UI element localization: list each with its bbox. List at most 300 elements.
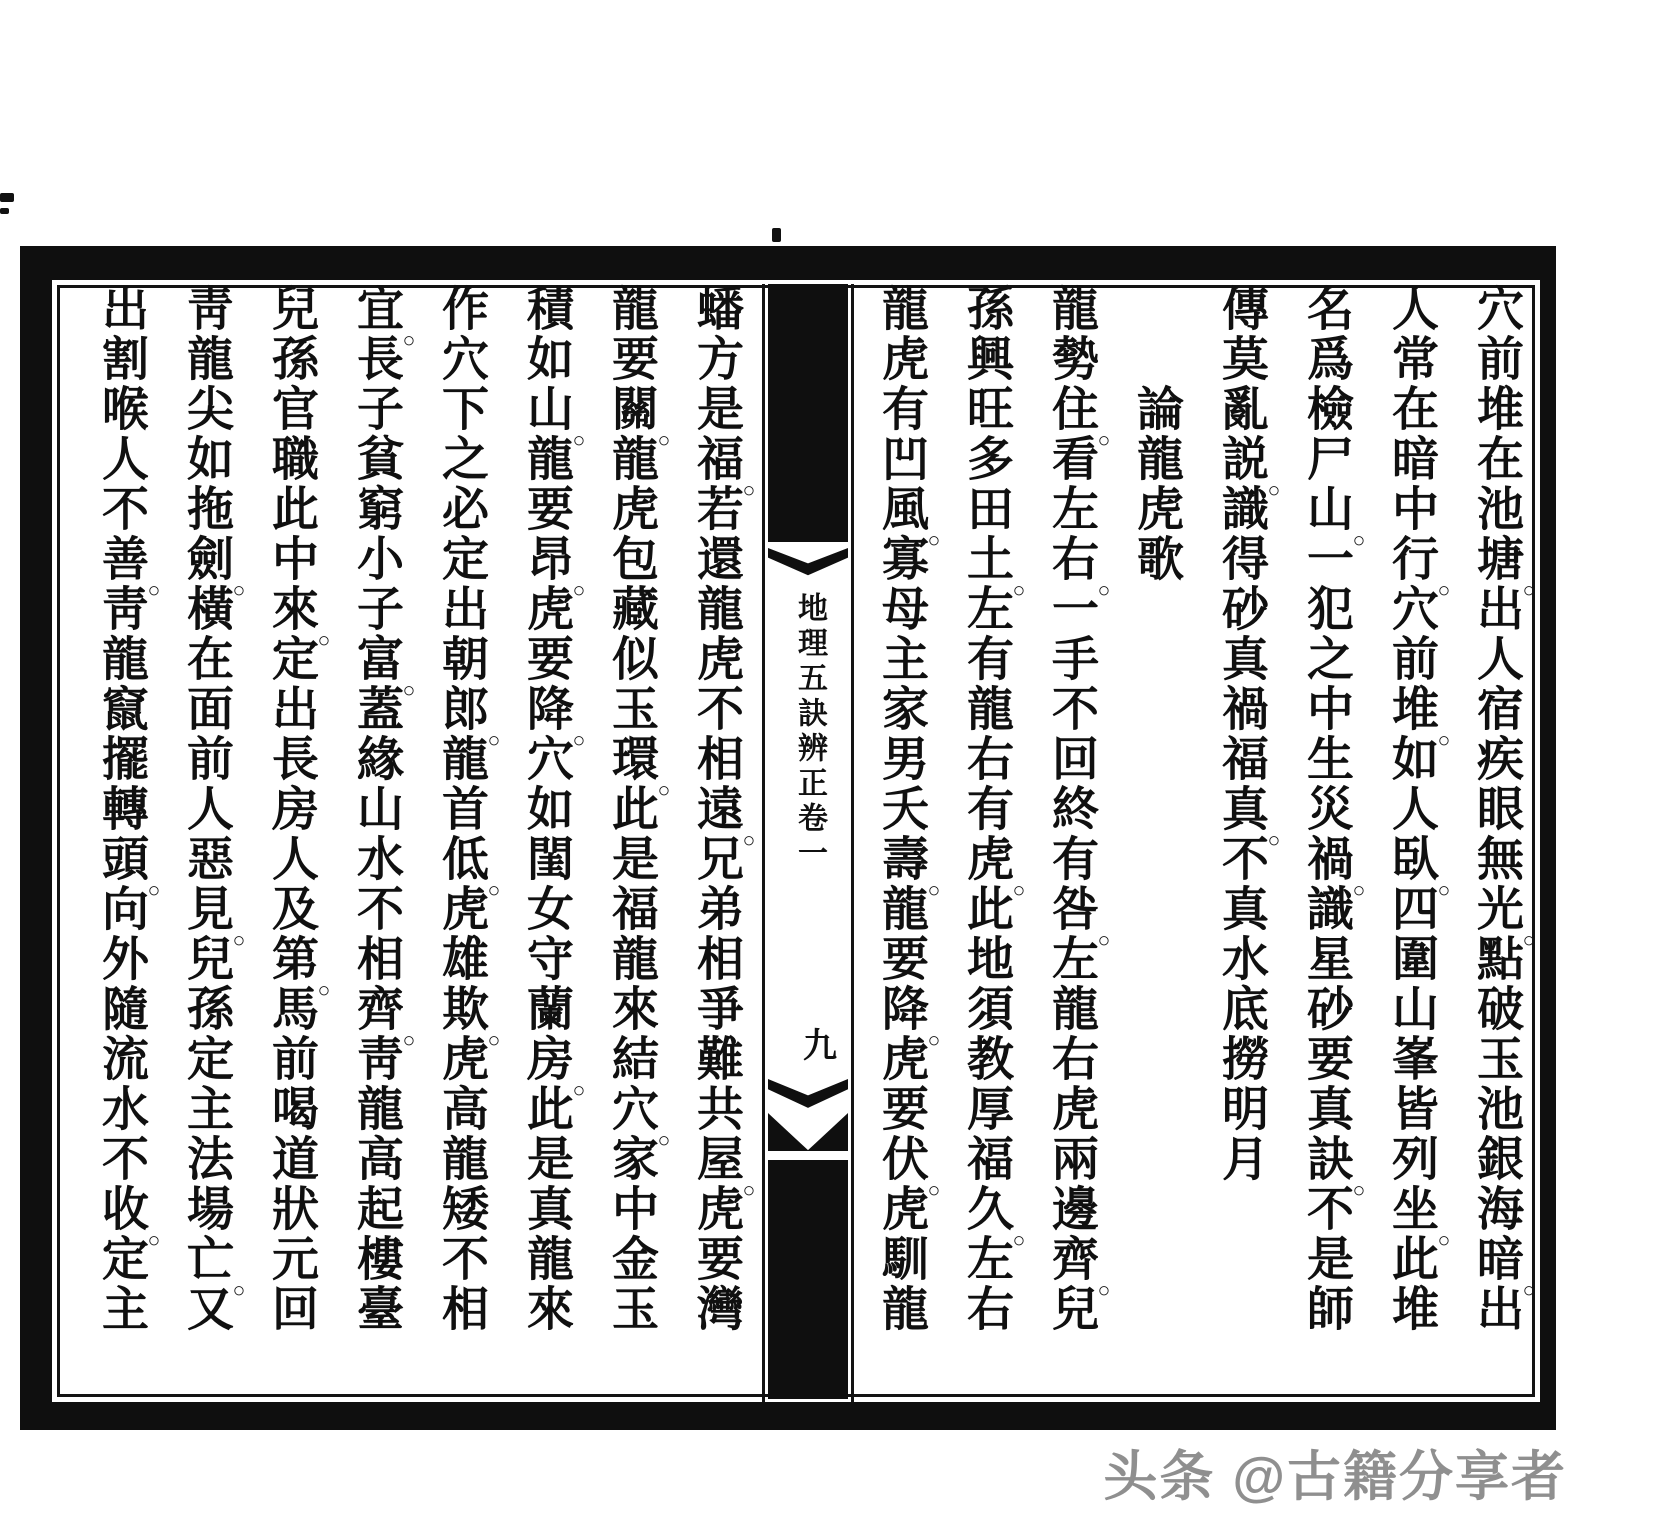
spine-spacer: [765, 878, 851, 1023]
glyph: 福: [1215, 734, 1267, 784]
text-column: [858, 284, 943, 1402]
text-column: [418, 284, 503, 1402]
glyph: 虎: [1130, 484, 1182, 534]
watermark-label: 头条 @古籍分享者: [1103, 1447, 1567, 1507]
glyph: 如: [520, 784, 572, 834]
ink-speck: [0, 208, 9, 214]
glyph: 兒: [265, 284, 317, 334]
glyph: 旺: [960, 384, 1012, 434]
fishtail-top-icon: [768, 548, 848, 580]
glyph: 月: [1215, 1134, 1267, 1184]
text-column: [673, 284, 758, 1402]
glyph: 兒: [180, 934, 232, 984]
glyph: 出: [95, 284, 147, 334]
glyph: 勢: [1045, 334, 1097, 384]
glyph: 池: [1470, 1084, 1522, 1134]
glyph: 雄: [435, 934, 487, 984]
glyph: 第 ○: [265, 934, 317, 984]
glyph: 是: [690, 384, 742, 434]
glyph: 家: [605, 1134, 657, 1184]
glyph: 山 ○: [1300, 484, 1352, 534]
glyph: 臥 ○: [1385, 834, 1437, 884]
glyph: 中: [1300, 684, 1352, 734]
glyph: 中: [1385, 484, 1437, 534]
glyph: 職: [265, 434, 317, 484]
glyph: 長: [265, 734, 317, 784]
glyph: 元: [265, 1234, 317, 1284]
right-page-columns: [858, 284, 1538, 1402]
glyph: 高: [435, 1084, 487, 1134]
glyph: 靑: [180, 284, 232, 334]
glyph: 來 ○: [265, 584, 317, 634]
glyph: 須: [960, 984, 1012, 1034]
glyph: 見 ○: [180, 884, 232, 934]
glyph: 主: [95, 1284, 147, 1334]
text-column: [1198, 284, 1283, 1402]
glyph: 靑: [95, 584, 147, 634]
glyph: 虎: [875, 1184, 927, 1234]
glyph: 左: [960, 1234, 1012, 1284]
glyph: 結: [605, 1034, 657, 1084]
glyph: 似: [605, 634, 657, 684]
glyph: 收 ○: [95, 1184, 147, 1234]
glyph: 福 ○: [690, 434, 742, 484]
glyph: 相: [690, 934, 742, 984]
glyph: 定: [435, 534, 487, 584]
glyph: 識: [1215, 484, 1267, 534]
glyph: 砂: [1215, 584, 1267, 634]
glyph: 外: [95, 934, 147, 984]
glyph: 道: [265, 1134, 317, 1184]
glyph: 喝: [265, 1084, 317, 1134]
glyph: 之: [1300, 634, 1352, 684]
glyph: 犯: [1300, 584, 1352, 634]
glyph: 是: [605, 834, 657, 884]
glyph: 暗: [1385, 434, 1437, 484]
text-column: [1283, 284, 1368, 1402]
glyph: 咎 ○: [1045, 884, 1097, 934]
glyph: 手: [1045, 634, 1097, 684]
glyph: 真 ○: [1215, 784, 1267, 834]
glyph: 相: [435, 1284, 487, 1334]
glyph: 龍: [435, 734, 487, 784]
glyph: 福: [605, 884, 657, 934]
glyph: 塘 ○: [1470, 534, 1522, 584]
glyph: 不: [1215, 834, 1267, 884]
glyph: 邊: [1045, 1184, 1097, 1234]
glyph: 堆: [1385, 1284, 1437, 1334]
glyph: 玉: [1470, 1034, 1522, 1084]
glyph: 龍: [690, 584, 742, 634]
glyph: 有: [1045, 834, 1097, 884]
glyph: 此: [1385, 1234, 1437, 1284]
glyph: 人: [1470, 634, 1522, 684]
glyph: 出: [1470, 1284, 1522, 1334]
glyph: 人: [95, 434, 147, 484]
glyph: 禍 ○: [1300, 834, 1352, 884]
glyph: 土 ○: [960, 534, 1012, 584]
glyph: 龍: [520, 1234, 572, 1284]
glyph: 名: [1300, 284, 1352, 334]
glyph: 人: [1385, 784, 1437, 834]
glyph: 宿: [1470, 684, 1522, 734]
glyph: 若: [690, 484, 742, 534]
glyph: 皆: [1385, 1084, 1437, 1134]
glyph: 窮: [350, 484, 402, 534]
glyph: 爭: [690, 984, 742, 1034]
glyph: 暗 ○: [1470, 1234, 1522, 1284]
glyph: 在: [180, 634, 232, 684]
glyph: 光 ○: [1470, 884, 1522, 934]
glyph: 如: [1385, 734, 1437, 784]
glyph: 池: [1470, 484, 1522, 534]
glyph: 圍: [1385, 934, 1437, 984]
glyph: 孫: [265, 334, 317, 384]
spine-black-bar-bottom: [768, 1113, 848, 1399]
glyph: 坐 ○: [1385, 1184, 1437, 1234]
glyph: 龍: [1045, 984, 1097, 1034]
glyph: 齊 ○: [1045, 1234, 1097, 1284]
glyph: 撈: [1215, 1034, 1267, 1084]
glyph: 環 ○: [605, 734, 657, 784]
glyph: 矮: [435, 1184, 487, 1234]
glyph: 定: [180, 1034, 232, 1084]
glyph: 首: [435, 784, 487, 834]
glyph: 小: [350, 534, 402, 584]
glyph: 此: [265, 484, 317, 534]
glyph: 疾: [1470, 734, 1522, 784]
glyph: 明: [1215, 1084, 1267, 1134]
glyph: 龍: [960, 684, 1012, 734]
glyph: 起: [350, 1184, 402, 1234]
glyph: 有: [960, 784, 1012, 834]
glyph: 灣: [690, 1284, 742, 1334]
glyph: 有: [875, 384, 927, 434]
page-paper: [52, 280, 1540, 1402]
glyph: 久 ○: [960, 1184, 1012, 1234]
glyph: 厚: [960, 1084, 1012, 1134]
glyph: 方: [690, 334, 742, 384]
glyph: 玉: [605, 1284, 657, 1334]
glyph: 終: [1045, 784, 1097, 834]
glyph: 母: [875, 584, 927, 634]
glyph: 劍 ○: [180, 534, 232, 584]
glyph: 流: [95, 1034, 147, 1084]
glyph: 不: [1300, 1184, 1352, 1234]
glyph: 要: [1300, 1034, 1352, 1084]
glyph: 前: [180, 734, 232, 784]
text-column: [163, 284, 248, 1402]
glyph: 孫: [960, 284, 1012, 334]
glyph: 行 ○: [1385, 534, 1437, 584]
glyph: 龍: [605, 934, 657, 984]
glyph: 訣 ○: [1300, 1134, 1352, 1184]
glyph: 師: [1300, 1284, 1352, 1334]
glyph: 房 ○: [520, 1034, 572, 1084]
glyph: 論: [1130, 384, 1182, 434]
glyph: 水: [1215, 934, 1267, 984]
glyph: 蘭: [520, 984, 572, 1034]
glyph: 點: [1470, 934, 1522, 984]
glyph: 玉: [605, 684, 657, 734]
glyph: 緣: [350, 734, 402, 784]
glyph: 喉: [95, 384, 147, 434]
glyph: 田: [960, 484, 1012, 534]
glyph: 要: [875, 934, 927, 984]
glyph: 識: [1300, 884, 1352, 934]
glyph: 真: [1300, 1084, 1352, 1134]
glyph: 夭: [875, 784, 927, 834]
ink-speck: [0, 193, 14, 202]
glyph: 馬: [265, 984, 317, 1034]
fishtail-bottom-icon: [768, 1079, 848, 1113]
glyph: 不: [690, 684, 742, 734]
text-column: [1113, 284, 1198, 1502]
glyph: 要: [875, 1084, 927, 1134]
glyph: 説 ○: [1215, 434, 1267, 484]
glyph: 教: [960, 1034, 1012, 1084]
glyph: 降 ○: [875, 984, 927, 1034]
glyph: 山 ○: [520, 384, 572, 434]
glyph: 要: [520, 634, 572, 684]
glyph: 官: [265, 384, 317, 434]
glyph: 爲: [1300, 334, 1352, 384]
glyph: 龍: [1045, 284, 1097, 334]
glyph: 虎: [435, 884, 487, 934]
glyph: 穴: [1470, 284, 1522, 334]
glyph: 作: [435, 284, 487, 334]
glyph: 龍: [605, 284, 657, 334]
glyph: 人: [265, 834, 317, 884]
glyph: 得: [1215, 534, 1267, 584]
glyph: 降 ○: [520, 684, 572, 734]
glyph: 真: [520, 1184, 572, 1234]
glyph: 下: [435, 384, 487, 434]
glyph: 子: [350, 384, 402, 434]
glyph: 包: [605, 534, 657, 584]
glyph: 藏: [605, 584, 657, 634]
glyph: 女: [520, 884, 572, 934]
glyph: 共: [690, 1084, 742, 1134]
glyph: 朝: [435, 634, 487, 684]
glyph: 此: [960, 884, 1012, 934]
glyph: 傳: [1215, 284, 1267, 334]
glyph: 尸: [1300, 434, 1352, 484]
glyph: 龍: [180, 334, 232, 384]
glyph: 不: [1045, 684, 1097, 734]
glyph: 一: [1300, 534, 1352, 584]
glyph: 善 ○: [95, 534, 147, 584]
glyph: 眼: [1470, 784, 1522, 834]
glyph: 真: [1215, 634, 1267, 684]
glyph: 男: [875, 734, 927, 784]
glyph: 面: [180, 684, 232, 734]
glyph: 守: [520, 934, 572, 984]
glyph: 在: [1385, 384, 1437, 434]
glyph: 龍: [520, 434, 572, 484]
glyph: 如: [520, 334, 572, 384]
glyph: 積: [520, 284, 572, 334]
glyph: 樓: [350, 1234, 402, 1284]
glyph: 住 ○: [1045, 384, 1097, 434]
glyph: 定: [265, 634, 317, 684]
page-text-area: [58, 284, 1538, 1402]
glyph: 竄: [95, 684, 147, 734]
glyph: 昂 ○: [520, 534, 572, 584]
glyph: 閨: [520, 834, 572, 884]
glyph: 穴: [520, 734, 572, 784]
glyph: 及: [265, 884, 317, 934]
glyph: 要: [520, 484, 572, 534]
glyph: 場: [180, 1184, 232, 1234]
glyph: 郎 ○: [435, 684, 487, 734]
glyph: 在: [1470, 434, 1522, 484]
glyph: 禍: [1215, 684, 1267, 734]
spine-black-bar-top: [768, 284, 848, 542]
text-column: [588, 284, 673, 1402]
glyph: 屋 ○: [690, 1134, 742, 1184]
glyph: 馴: [875, 1234, 927, 1284]
glyph: 虎: [435, 1034, 487, 1084]
glyph: 要: [605, 334, 657, 384]
glyph: 宜 ○: [350, 284, 402, 334]
glyph: 主: [875, 634, 927, 684]
glyph: 四: [1385, 884, 1437, 934]
glyph: 之: [435, 434, 487, 484]
book-page-frame: [20, 246, 1556, 1430]
glyph: 破: [1470, 984, 1522, 1034]
glyph: 銀: [1470, 1134, 1522, 1184]
glyph: 莫: [1215, 334, 1267, 384]
glyph: 回: [1045, 734, 1097, 784]
ink-speck: [772, 228, 781, 242]
glyph: 龍: [875, 284, 927, 334]
glyph: 齊 ○: [350, 984, 402, 1034]
glyph: 出: [435, 584, 487, 634]
glyph: 高: [350, 1134, 402, 1184]
glyph: 人: [1385, 284, 1437, 334]
text-column: [333, 284, 418, 1402]
glyph: 龍: [1130, 434, 1182, 484]
glyph: 堆 ○: [1385, 684, 1437, 734]
glyph: 穴 ○: [605, 1084, 657, 1134]
glyph: 虎: [690, 1184, 742, 1234]
glyph: 前: [265, 1034, 317, 1084]
glyph: 壽 ○: [875, 834, 927, 884]
glyph: 龍: [875, 1284, 927, 1334]
glyph: 靑: [350, 1034, 402, 1084]
glyph: 家: [875, 684, 927, 734]
glyph: 蓋: [350, 684, 402, 734]
glyph: 右 ○: [1045, 534, 1097, 584]
glyph: 無: [1470, 834, 1522, 884]
glyph: 弟: [690, 884, 742, 934]
glyph: 此: [520, 1084, 572, 1134]
glyph: 頭 ○: [95, 834, 147, 884]
glyph: 不: [95, 484, 147, 534]
glyph: 寡: [875, 534, 927, 584]
glyph: 此: [605, 784, 657, 834]
glyph: 一: [1045, 584, 1097, 634]
glyph: 是: [520, 1134, 572, 1184]
glyph: 中: [605, 1184, 657, 1234]
glyph: 虎 ○: [960, 834, 1012, 884]
glyph: 福: [960, 1134, 1012, 1184]
glyph: 難: [690, 1034, 742, 1084]
glyph: 橫: [180, 584, 232, 634]
glyph: 看: [1045, 434, 1097, 484]
glyph: 虎: [605, 484, 657, 534]
glyph: 臺: [350, 1284, 402, 1334]
glyph: 不: [350, 884, 402, 934]
glyph: 相: [690, 734, 742, 784]
glyph: 相: [350, 934, 402, 984]
glyph: 惡: [180, 834, 232, 884]
glyph: 山: [350, 784, 402, 834]
glyph: 歌: [1130, 534, 1182, 584]
glyph: 向: [95, 884, 147, 934]
glyph: 拖: [180, 484, 232, 534]
glyph: 伏 ○: [875, 1134, 927, 1184]
glyph: 中: [265, 534, 317, 584]
glyph: 災: [1300, 784, 1352, 834]
text-column: [1368, 284, 1453, 1402]
glyph: 水: [350, 834, 402, 884]
book-title: 地理五訣辨正卷一: [793, 592, 826, 872]
glyph: 穴: [1385, 584, 1437, 634]
glyph: 生: [1300, 734, 1352, 784]
glyph: 兩: [1045, 1134, 1097, 1184]
glyph: 狀: [265, 1184, 317, 1234]
glyph: 亂: [1215, 384, 1267, 434]
glyph: 前: [1470, 334, 1522, 384]
glyph: 是: [1300, 1234, 1352, 1284]
glyph: 左: [1045, 484, 1097, 534]
glyph: 轉: [95, 784, 147, 834]
glyph: 龍: [95, 634, 147, 684]
glyph: 隨: [95, 984, 147, 1034]
glyph: 龍: [350, 1084, 402, 1134]
text-column: [943, 284, 1028, 1402]
glyph: 真: [1215, 884, 1267, 934]
glyph: 來: [605, 984, 657, 1034]
glyph: 虎: [690, 634, 742, 684]
glyph: 底: [1215, 984, 1267, 1034]
glyph: 尖: [180, 384, 232, 434]
glyph: 右: [960, 734, 1012, 784]
glyph: 不: [95, 1134, 147, 1184]
glyph: 法: [180, 1134, 232, 1184]
glyph: 富 ○: [350, 634, 402, 684]
glyph: 多: [960, 434, 1012, 484]
text-column: [1453, 284, 1538, 1402]
glyph: 虎: [520, 584, 572, 634]
glyph: 常: [1385, 334, 1437, 384]
glyph: 穴: [435, 334, 487, 384]
glyph: 虎: [875, 1034, 927, 1084]
glyph: 還: [690, 534, 742, 584]
text-column: [1028, 284, 1113, 1402]
glyph: 又: [180, 1284, 232, 1334]
glyph: 孫: [180, 984, 232, 1034]
glyph: 長: [350, 334, 402, 384]
glyph: 人: [180, 784, 232, 834]
glyph: 蟠: [690, 284, 742, 334]
glyph: 龍: [605, 434, 657, 484]
glyph: 地: [960, 934, 1012, 984]
glyph: 龍: [875, 884, 927, 934]
glyph: 出: [265, 684, 317, 734]
